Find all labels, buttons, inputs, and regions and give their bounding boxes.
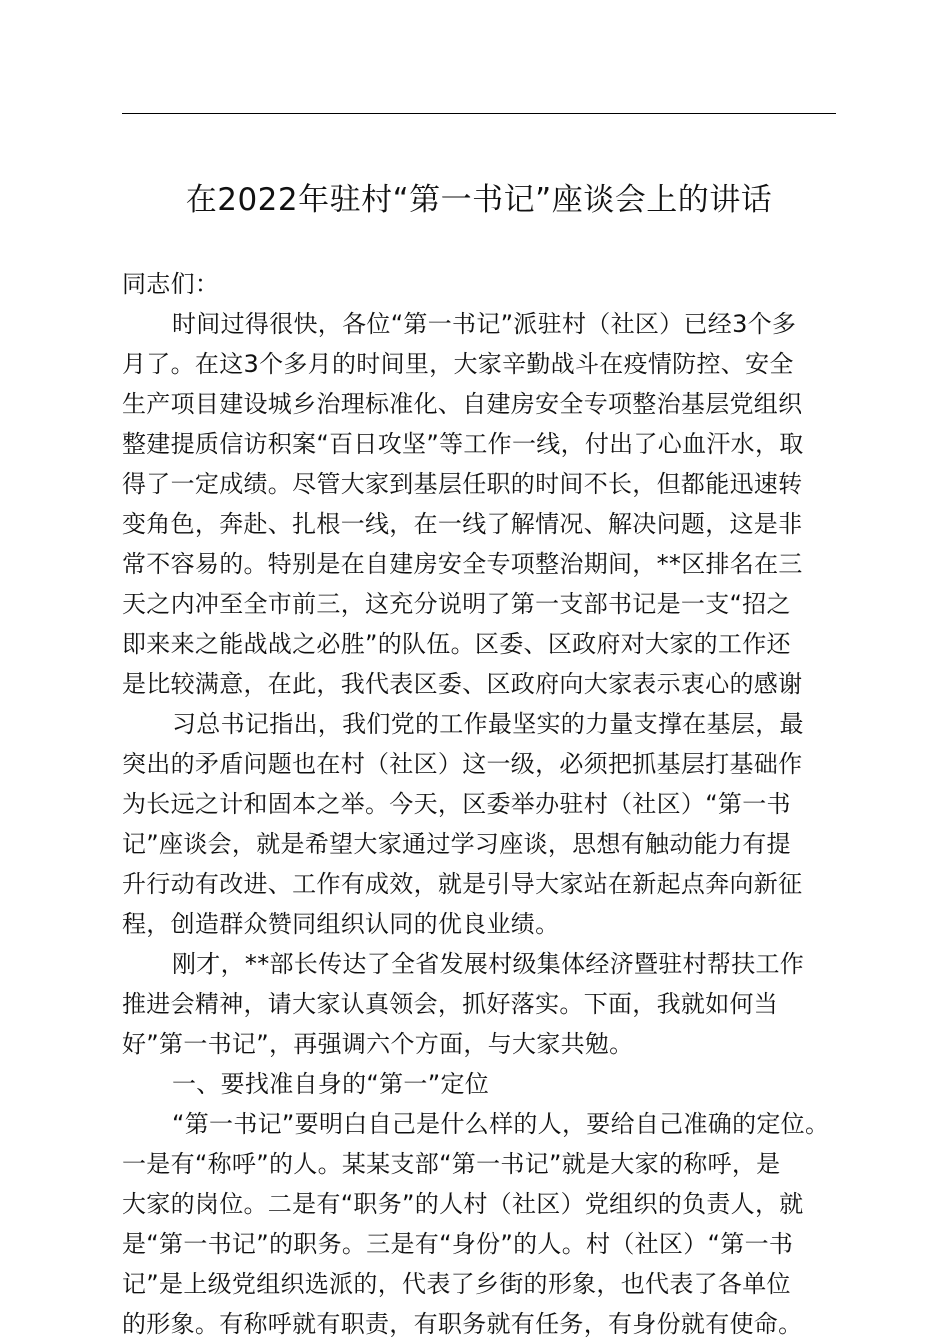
body-line: 时间过得很快，各位“第一书记”派驻村（社区）已经3个多 [172, 310, 797, 338]
body-line: 天之内冲至全市前三，这充分说明了第一支部书记是一支“招之 [122, 590, 791, 618]
body-line: 常不容易的。特别是在自建房安全专项整治期间，**区排名在三 [122, 550, 803, 578]
body-line: 刚才，**部长传达了全省发展村级集体经济暨驻村帮扶工作 [172, 950, 805, 978]
body-line: 升行动有改进、工作有成效，就是引导大家站在新起点奔向新征 [122, 870, 803, 898]
body-line: 程，创造群众赞同组织认同的优良业绩。 [122, 910, 560, 938]
body-line: “第一书记”要明白自己是什么样的人，要给自己准确的定位。 [172, 1110, 830, 1138]
body-line: 记”座谈会，就是希望大家通过学习座谈，思想有触动能力有提 [122, 830, 791, 858]
body-line: 即来来之能战战之必胜”的队伍。区委、区政府对大家的工作还 [122, 630, 791, 658]
body-line: 一是有“称呼”的人。某某支部“第一书记”就是大家的称呼，是 [122, 1150, 781, 1178]
header-rule [122, 113, 836, 114]
body-line: 大家的岗位。二是有“职务”的人村（社区）党组织的负责人，就 [122, 1190, 804, 1218]
body-line: 是“第一书记”的职务。三是有“身份”的人。村（社区）“第一书 [122, 1230, 794, 1258]
document-title: 在2022年驻村“第一书记”座谈会上的讲话 [185, 182, 773, 218]
document-body [122, 264, 840, 1344]
body-line: 为长远之计和固本之举。今天，区委举办驻村（社区）“第一书 [122, 790, 791, 818]
body-line: 生产项目建设城乡治理标准化、自建房安全专项整治基层党组织 [122, 390, 803, 418]
body-line: 突出的矛盾问题也在村（社区）这一级，必须把抓基层打基础作 [122, 750, 803, 778]
body-line: 月了。在这3个多月的时间里，大家辛勤战斗在疫情防控、安全 [122, 350, 794, 378]
body-line: 一、要找准自身的“第一”定位 [172, 1070, 490, 1098]
body-line: 好”第一书记”，再强调六个方面，与大家共勉。 [122, 1030, 634, 1058]
body-line: 变角色，奔赴、扎根一线，在一线了解情况、解决问题，这是非 [122, 510, 803, 538]
body-line: 是比较满意，在此，我代表区委、区政府向大家表示衷心的感谢 [122, 670, 803, 698]
body-line: 整建提质信访积案“百日攻坚”等工作一线，付出了心血汗水，取 [122, 430, 804, 458]
body-line: 推进会精神，请大家认真领会，抓好落实。下面，我就如何当 [122, 990, 779, 1018]
body-line: 记”是上级党组织选派的，代表了乡街的形象，也代表了各单位 [122, 1270, 791, 1298]
body-line: 的形象。有称呼就有职责，有职务就有任务，有身份就有使命。 [122, 1310, 803, 1338]
body-line: 习总书记指出，我们党的工作最坚实的力量支撑在基层，最 [172, 710, 804, 738]
body-line: 同志们： [122, 270, 220, 298]
body-line: 得了一定成绩。尽管大家到基层任职的时间不长，但都能迅速转 [122, 470, 803, 498]
